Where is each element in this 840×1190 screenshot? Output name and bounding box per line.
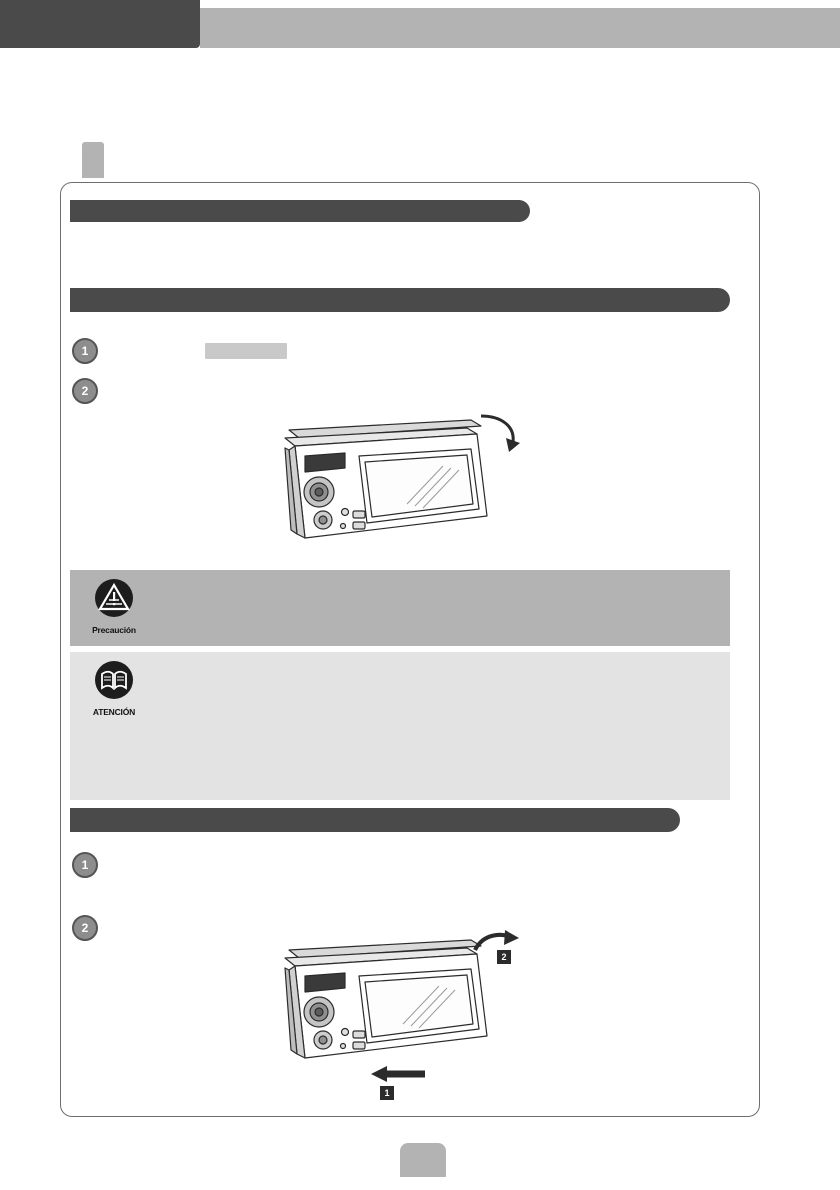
figure-car-stereo-faceplate-open [275,408,525,558]
straight-arrow-icon [371,1066,425,1082]
attention-note-block [70,652,730,800]
caution-icon-label: Precaución [92,625,136,635]
caution-note-block [70,570,730,646]
attention-note-body [156,662,716,667]
page-header [0,0,840,48]
figure-car-stereo-faceplate-detach [275,928,525,1108]
section-1-heading-bar [70,288,730,312]
step-1-1-highlight [205,343,287,359]
step-number-2-1: 1 [81,858,89,872]
figure-2-marker-2: 2 [497,950,511,964]
caution-icon-wrap [82,578,146,635]
step-number-1-2: 2 [81,384,89,398]
attention-icon-label: ATENCIÓN [92,707,136,717]
attention-icon-wrap [82,660,146,717]
warning-triangle-icon [92,578,136,618]
section-2-heading-bar [70,808,680,832]
header-title-block [200,8,840,48]
curved-arrow-icon [475,410,525,458]
open-book-icon [92,660,136,700]
section-tab [82,142,104,178]
header-chapter-block [0,0,200,48]
caution-note-body [156,580,716,585]
footer-page-tab [400,1143,446,1177]
step-number-1-1: 1 [81,344,89,358]
step-number-2-2: 2 [81,921,89,935]
figure-2-marker-1: 1 [380,1086,394,1100]
main-title-bar [70,200,530,222]
